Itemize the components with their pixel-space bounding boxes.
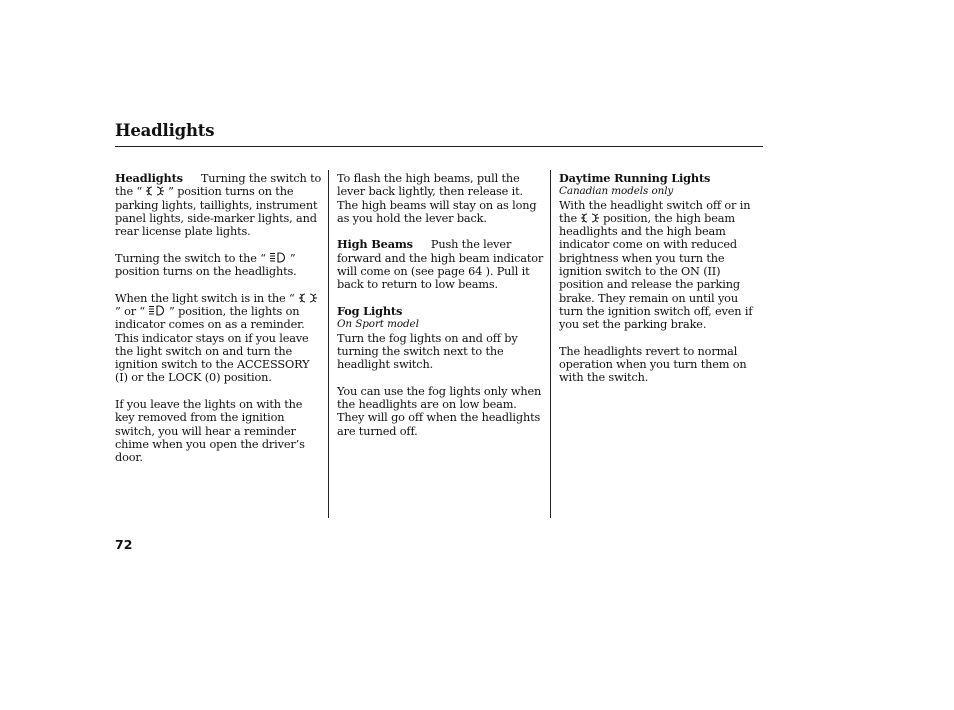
daytime-running-lights-paragraph bbox=[559, 172, 765, 332]
text: Turn the fog lights on and off by turning the switch next to the headlight switch. bbox=[337, 331, 518, 372]
headlight-icon bbox=[269, 252, 287, 263]
fog-lights-heading: Fog Lights bbox=[337, 303, 403, 318]
column-divider-1 bbox=[328, 170, 329, 518]
text: ” position, the lights on indicator comes on as a reminder. This indicator stays on if you leave the light switch on and turn the ignition switch to the ACCESSORY (I) or the LOCK (0) position. bbox=[115, 304, 310, 385]
daytime-running-lights-heading: Daytime Running Lights bbox=[559, 171, 711, 185]
text: Push the lever forward and the high beam indicator will come on (see page 64 ). Pull it back to return to low beams. bbox=[337, 238, 544, 292]
text: Turning the switch to the “ bbox=[115, 251, 266, 265]
parking-lights-icon bbox=[145, 186, 165, 196]
title-rule bbox=[115, 146, 763, 147]
column-3 bbox=[559, 172, 765, 385]
parking-lights-icon bbox=[580, 213, 600, 223]
fog-lights-note: On Sport model bbox=[337, 318, 419, 331]
indicator-paragraph bbox=[115, 292, 323, 385]
headlights-on-paragraph bbox=[115, 252, 323, 279]
high-beams-heading: High Beams bbox=[337, 237, 413, 252]
parking-lights-icon bbox=[298, 293, 318, 303]
headlights-paragraph bbox=[115, 172, 323, 238]
fog-lights-usage-paragraph: You can use the fog lights only when the headlights are on low beam. They will go off when the headlights are turned off. bbox=[337, 384, 542, 438]
text: Turning the switch to the “ bbox=[115, 172, 322, 199]
reminder-chime-paragraph: If you leave the lights on with the key removed from the ignition switch, you will hear a reminder chime when you open the driver’s door. bbox=[115, 398, 305, 465]
column-1 bbox=[115, 172, 323, 465]
page-title: Headlights bbox=[115, 121, 215, 140]
flash-high-beams-paragraph: To flash the high beams, pull the lever back lightly, then release it. The high beams will stay on as long as you hold the lever back. bbox=[337, 172, 537, 225]
text: With the headlight switch off or in the bbox=[559, 198, 751, 225]
column-2 bbox=[337, 172, 545, 438]
text: When the light switch is in the “ bbox=[115, 291, 295, 305]
fog-lights-paragraph bbox=[337, 305, 545, 371]
high-beams-paragraph bbox=[337, 238, 545, 291]
daytime-running-lights-note: Canadian models only bbox=[559, 185, 674, 198]
text: ” position turns on the headlights. bbox=[115, 251, 297, 279]
page-number: 72 bbox=[115, 537, 133, 552]
headlights-heading: Headlights bbox=[115, 171, 183, 185]
text: ” position turns on the parking lights, taillights, instrument panel lights, side-marker lights, and rear license plate lights. bbox=[115, 185, 318, 239]
headlights-revert-paragraph: The headlights revert to normal operation when you turn them on with the switch. bbox=[559, 344, 747, 385]
headlight-icon bbox=[148, 305, 166, 316]
text: position, the high beam headlights and the high beam indicator come on with reduced brightness when you turn the ignition switch to the ON (II) position and release the parking brake. They remain on until you turn the ignition switch off, even if you set the parking brake. bbox=[559, 211, 753, 332]
text: ” or “ bbox=[115, 304, 146, 318]
column-divider-2 bbox=[550, 170, 551, 518]
